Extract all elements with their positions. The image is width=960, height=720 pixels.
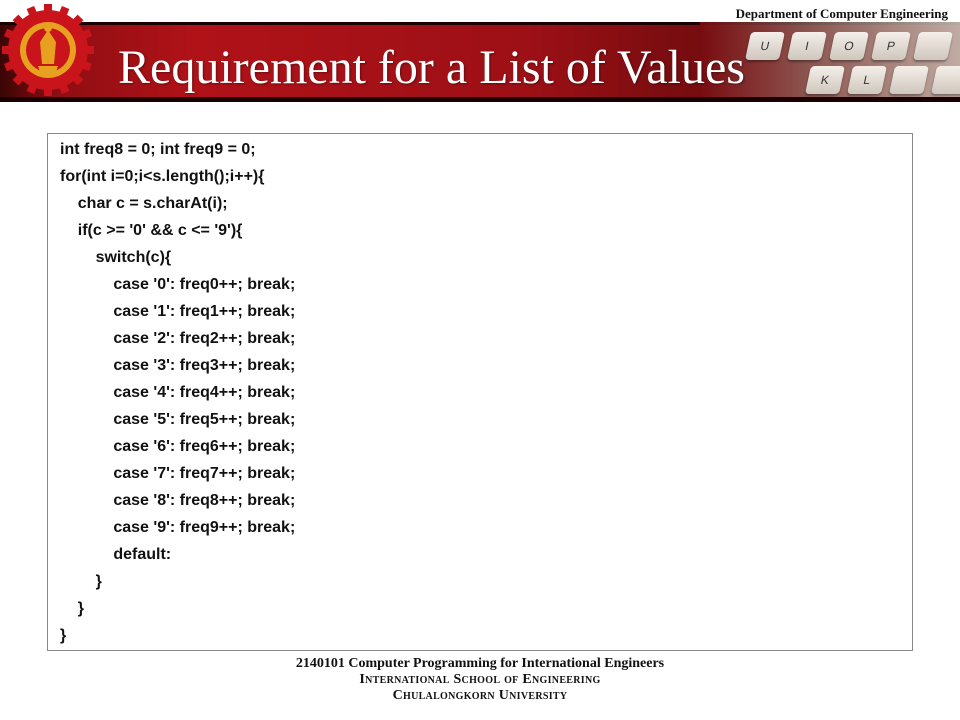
keyboard-key: I [787, 32, 827, 60]
footer-course: 2140101 Computer Programming for International Engineers [295, 656, 665, 671]
footer-university: Chulalongkorn University [392, 688, 568, 703]
code-line: case '6': freq6++; break; [60, 438, 296, 455]
logo-cog-icon [2, 4, 94, 96]
footer-school: International School of Engineering [359, 672, 601, 687]
keyboard-key: O [829, 32, 869, 60]
department-label: Department of Computer Engineering [735, 6, 948, 21]
code-line: case '4': freq4++; break; [60, 384, 296, 401]
code-line: default: [60, 546, 172, 563]
code-block [47, 133, 913, 651]
code-line: case '1': freq1++; break; [60, 303, 296, 320]
university-logo-icon [0, 2, 96, 98]
code-line: } [60, 600, 85, 617]
code-line: int freq8 = 0; int freq9 = 0; [60, 141, 256, 158]
code-line: case '0': freq0++; break; [60, 276, 296, 293]
code-line: for(int i=0;i<s.length();i++){ [60, 168, 265, 185]
code-line: } [60, 573, 102, 590]
keyboard-key [913, 32, 953, 60]
slide-title: Requirement for a List of Values [118, 41, 745, 94]
code-line: switch(c){ [60, 249, 172, 266]
code-line: case '8': freq8++; break; [60, 492, 296, 509]
keyboard-key [889, 66, 929, 94]
keyboard-key: P [871, 32, 911, 60]
keyboard-key: L [847, 66, 887, 94]
code-line: case '3': freq3++; break; [60, 357, 296, 374]
keyboard-key [931, 66, 960, 94]
keyboard-key: U [745, 32, 785, 60]
keyboard-key: K [805, 66, 845, 94]
code-line: case '5': freq5++; break; [60, 411, 296, 428]
code-line: char c = s.charAt(i); [60, 195, 228, 212]
code-line: case '2': freq2++; break; [60, 330, 296, 347]
code-line: case '9': freq9++; break; [60, 519, 296, 536]
code-line: } [60, 627, 67, 644]
code-line: if(c >= '0' && c <= '9'){ [60, 222, 243, 239]
code-line: case '7': freq7++; break; [60, 465, 296, 482]
